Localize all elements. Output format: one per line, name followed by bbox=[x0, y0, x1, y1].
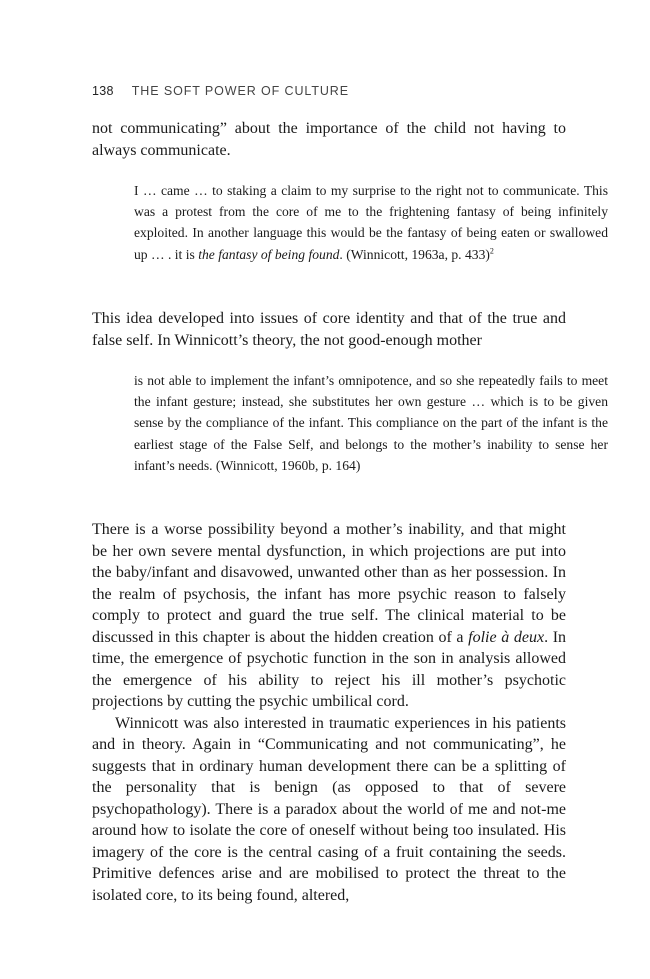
paragraph-3-emphasis: folie à deux bbox=[468, 628, 545, 646]
running-title: THE SOFT POWER OF CULTURE bbox=[131, 84, 349, 98]
quote-1-citation: . (Winnicott, 1963a, p. 433) bbox=[339, 246, 490, 262]
running-head bbox=[92, 84, 349, 98]
block-quote-2: is not able to implement the infant’s omnipotence, and so she repeatedly fails to meet the infant gesture; instead, she substitutes her own gesture … which is to be given sense by the compliance of the infant. This compliance on the part of the infant is the earliest stage of the False Self, and belongs to the mother’s inability to sense her infant’s needs. (Winnicott, 1960b, p. 164) bbox=[134, 373, 608, 473]
paragraph-3-text-start: There is a worse possibility beyond a mother’s inability, and that might be her own severe mental dysfunction, in which projections are put into the baby/infant and disavowed, unwanted other than as her possession. In the realm of psychosis, the infant has more psychic reason to falsely comply to protect and guard the true self. The clinical material to be discussed in this chapter is about the hidden creation of a bbox=[92, 521, 566, 646]
quote-1-emphasis: the fantasy of being found bbox=[198, 246, 340, 262]
footnote-marker: 2 bbox=[489, 246, 494, 256]
page-number: 138 bbox=[92, 84, 114, 98]
block-quote-1 bbox=[92, 180, 616, 265]
paragraph-3-text-end: . In time, the emergence of psychotic function in the son in analysis allowed the emergence of his ability to reject his ill mother’s psychotic projections by cutting the psychic umbilical cord. bbox=[92, 628, 567, 710]
quote-1-text-start: I … came … to staking a claim to my surprise to the right not to communicate. This was a protest from the core of me to the frightening fantasy of being infinitely exploited. In another language this would be the fantasy of being eaten or swallowed up … . it is bbox=[134, 183, 608, 262]
body-paragraph-1: not communicating” about the importance of the child not having to always communicate. bbox=[92, 120, 566, 159]
body-paragraph-2: This idea developed into issues of core identity and that of the true and false self. In Winnicott’s theory, the not good-enough mother bbox=[92, 310, 566, 349]
body-text-block bbox=[92, 519, 566, 906]
body-paragraph-4: Winnicott was also interested in traumatic experiences in his patients and in theory. Again in “Communicating and not communicating”, he suggests that in ordinary human development there can be a splitting of the personality that is benign (as opposed to that of severe psychopathology). There is a paradox about the world of me and not-me around how to isolate the core of oneself without being too insulated. His imagery of the core is the central casing of a fruit containing the seeds. Primitive defences arise and are mobilised to protect the threat to the isolated core, to its being found, altered, bbox=[92, 714, 566, 904]
body-paragraph-3 bbox=[92, 519, 566, 713]
